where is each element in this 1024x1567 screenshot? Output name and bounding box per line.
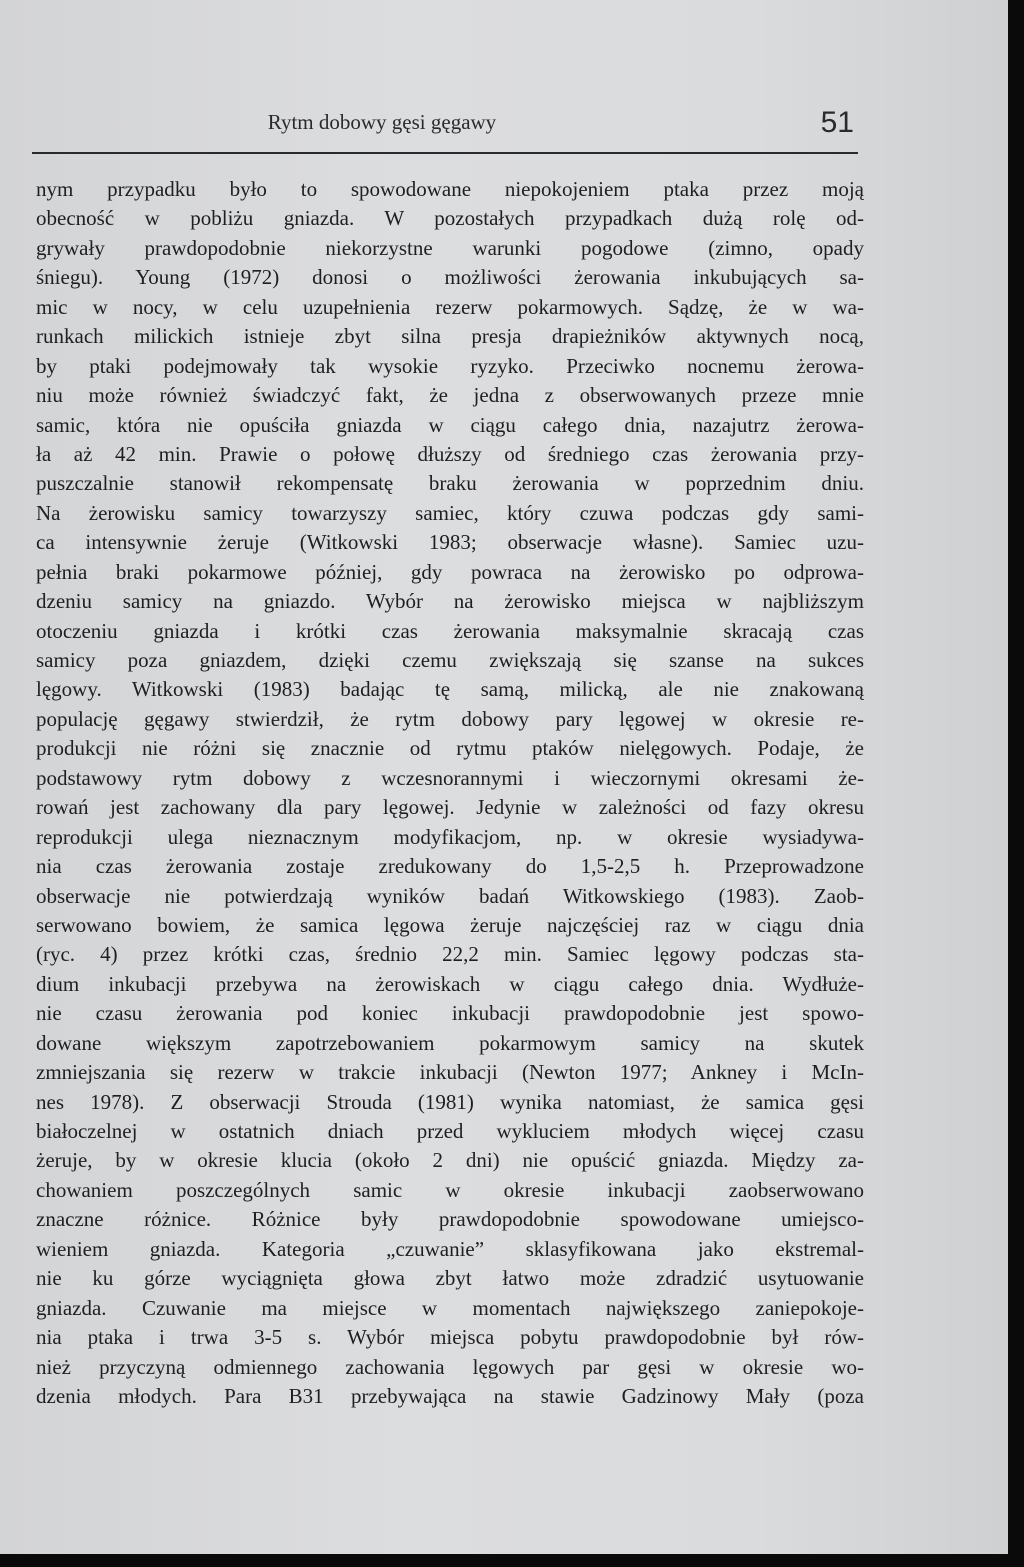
text-line: dowane większym zapotrzebowaniem pokarmowym samicy na skutek — [36, 1030, 864, 1055]
text-line: serwowano bowiem, że samica lęgowa żeruje najczęściej raz w ciągu dnia — [36, 912, 864, 937]
text-line: podstawowy rytm dobowy z wczesnorannymi i wieczornymi okresami że- — [36, 765, 864, 790]
text-line: zmniejszania się rezerw w trakcie inkubacji (Newton 1977; Ankney i McIn- — [36, 1060, 864, 1085]
text-line: populację gęgawy stwierdził, że rytm dobowy pary lęgowej w okresie re- — [36, 706, 864, 731]
text-line: chowaniem poszczególnych samic w okresie inkubacji zaobserwowano — [36, 1177, 864, 1202]
text-line: Na żerowisku samicy towarzyszy samiec, który czuwa podczas gdy sami- — [36, 500, 864, 525]
text-line: nie ku górze wyciągnięta głowa zbyt łatwo może zdradzić usytuowanie — [36, 1266, 864, 1291]
text-line: ca intensywnie żeruje (Witkowski 1983; obserwacje własne). Samiec uzu- — [36, 530, 864, 555]
text-line: znaczne różnice. Różnice były prawdopodobnie spowodowane umiejsco- — [36, 1207, 864, 1232]
text-line: wieniem gniazda. Kategoria „czuwanie” sklasyfikowana jako ekstremal- — [36, 1236, 864, 1261]
text-line: gniazda. Czuwanie ma miejsce w momentach największego zaniepokoje- — [36, 1295, 864, 1320]
text-line: (ryc. 4) przez krótki czas, średnio 22,2 min. Samiec lęgowy podczas sta- — [36, 942, 864, 967]
text-line: produkcji nie różni się znacznie od rytmu ptaków nielęgowych. Podaje, że — [36, 736, 864, 761]
text-line: żeruje, by w okresie klucia (około 2 dni) nie opuścić gniazda. Między za- — [36, 1148, 864, 1173]
text-line: rowań jest zachowany dla pary lęgowej. Jedynie w zależności od fazy okresu — [36, 795, 864, 820]
text-line: samicy poza gniazdem, dzięki czemu zwiększają się szanse na sukces — [36, 648, 864, 672]
text-line: nym przypadku było to spowodowane niepokojeniem ptaka przez moją — [36, 177, 864, 201]
text-line: grywały prawdopodobnie niekorzystne warunki pogodowe (zimno, opady — [36, 235, 864, 260]
body-text — [36, 175, 864, 1411]
text-line: dzenia młodych. Para B31 przebywająca na stawie Gadzinowy Mały (poza — [36, 1383, 864, 1408]
text-line: niu może również świadczyć fakt, że jedna z obserwowanych przeze mnie — [36, 383, 864, 408]
text-line: reprodukcji ulega nieznacznym modyfikacjom, np. w okresie wysiadywa- — [36, 824, 864, 849]
text-line: nia czas żerowania zostaje zredukowany do 1,5-2,5 h. Przeprowadzone — [36, 854, 864, 879]
text-line: ła aż 42 min. Prawie o połowę dłuższy od średniego czas żerowania przy- — [36, 441, 864, 466]
text-line: obserwacje nie potwierdzają wyników badań Witkowskiego (1983). Zaob- — [36, 883, 864, 908]
text-line: obecność w pobliżu gniazda. W pozostałych przypadkach dużą rolę od- — [36, 206, 864, 231]
text-line: by ptaki podejmowały tak wysokie ryzyko. Przeciwko nocnemu żerowa- — [36, 353, 864, 378]
text-line: mic w nocy, w celu uzupełnienia rezerw pokarmowych. Sądzę, że w wa- — [36, 294, 864, 319]
text-line: dzeniu samicy na gniazdo. Wybór na żerowisko miejsca w najbliższym — [36, 589, 864, 614]
text-line: puszczalnie stanowił rekompensatę braku żerowania w poprzednim dniu. — [36, 471, 864, 496]
text-line: otoczeniu gniazda i krótki czas żerowania maksymalnie skracają czas — [36, 618, 864, 643]
text-line: nes 1978). Z obserwacji Strouda (1981) wynika natomiast, że samica gęsi — [36, 1089, 864, 1114]
text-line: dium inkubacji przebywa na żerowiskach w ciągu całego dnia. Wydłuże- — [36, 971, 864, 996]
text-line: samic, która nie opuściła gniazda w ciągu całego dnia, nazajutrz żerowa- — [36, 412, 864, 437]
text-line: lęgowy. Witkowski (1983) badając tę samą, milicką, ale nie znakowaną — [36, 677, 864, 702]
text-line: nie czasu żerowania pod koniec inkubacji prawdopodobnie jest spowo- — [36, 1001, 864, 1026]
text-line: śniegu). Young (1972) donosi o możliwości żerowania inkubujących sa- — [36, 265, 864, 290]
running-title: Rytm dobowy gęsi gęgawy — [267, 110, 497, 134]
page-header — [32, 102, 858, 154]
text-line: nia ptaka i trwa 3-5 s. Wybór miejsca pobytu prawdopodobnie był rów- — [36, 1325, 864, 1350]
text-line: pełnia braki pokarmowe później, gdy powraca na żerowisko po odprowa- — [36, 559, 864, 584]
page-number: 51 — [820, 106, 854, 139]
text-line: nież przyczyną odmiennego zachowania lęgowych par gęsi w okresie wo- — [36, 1354, 864, 1379]
text-line: runkach milickich istnieje zbyt silna presja drapieżników aktywnych nocą, — [36, 324, 864, 349]
text-line: białoczelnej w ostatnich dniach przed wykluciem młodych więcej czasu — [36, 1119, 864, 1143]
